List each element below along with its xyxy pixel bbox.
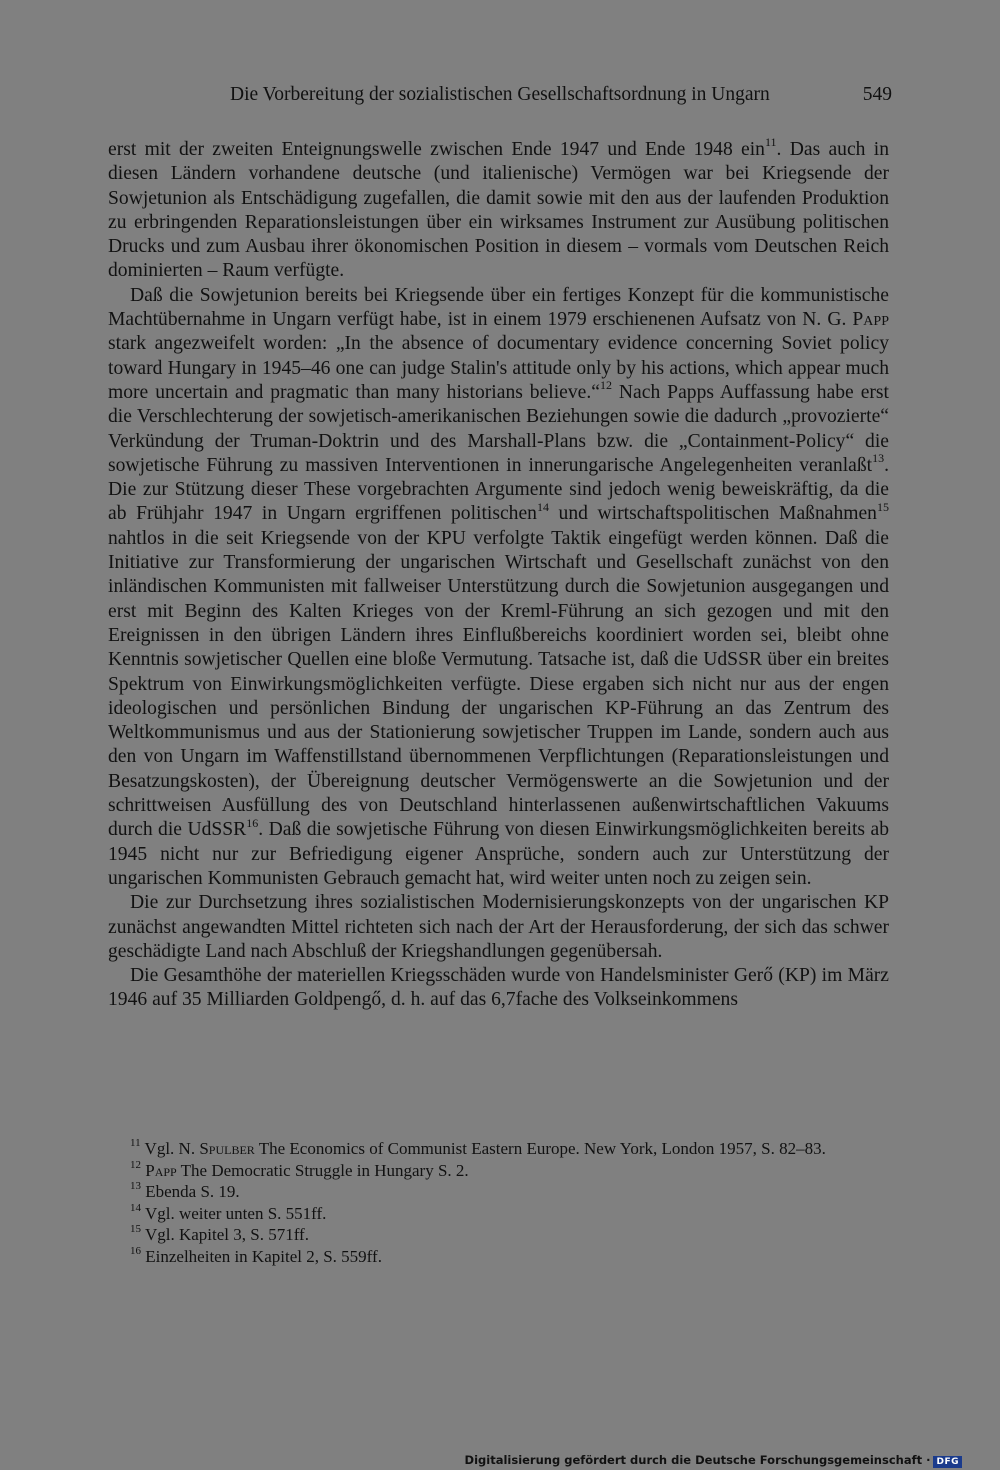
text-run: Die zur Durchsetzung ihres sozialistischen Modernisierungskonzepts von der ungarischen KP zunächst angewandten Mittel richteten sich nach der Art der Herausforderung, der sich das schwer geschädigte Land nach Abschluß der Kriegshandlungen gegenübersah. (108, 892, 889, 962)
footnote-ref: 14 (536, 499, 549, 514)
running-header (108, 84, 892, 114)
dfg-logo: DFG (933, 1456, 962, 1468)
text-run: stark angezweifelt worden: „In the absence of documentary evidence concerning Soviet policy toward Hungary in 1945–46 one can judge Stalin's attitude only by his actions, which appear much more uncertain and pragmatic than many historians believe.“ (108, 333, 889, 403)
paragraph (108, 284, 889, 891)
text-run: . Daß die sowjetische Führung von diesen Einwirkungsmöglichkeiten bereits ab 1945 nicht nur zur Befriedigung eigener Ansprüche, sondern auch zur Unterstützung der ungarischen Kommunisten Gebrauch gemacht hat, wird weiter unten noch zu zeigen sein. (108, 819, 889, 889)
footnote-number: 13 (130, 1180, 141, 1193)
footnote-number: 16 (130, 1244, 141, 1257)
text-run: The Democratic Struggle in Hungary S. 2. (176, 1160, 469, 1180)
text-run: Einzelheiten in Kapitel 2, S. 559ff. (145, 1246, 382, 1266)
text-run: Vgl. N. (144, 1139, 200, 1158)
footnote-ref: 13 (872, 451, 885, 466)
footnotes (108, 1138, 889, 1267)
author-name: Papp (145, 1160, 177, 1180)
footnote (108, 1203, 889, 1225)
footnote-number: 12 (130, 1158, 141, 1171)
paragraph (108, 964, 889, 1013)
footnote (108, 1246, 889, 1268)
body-text (108, 135, 889, 1013)
footnote (108, 1160, 889, 1182)
page-number: 549 (862, 84, 892, 105)
credit-text: Digitalisierung gefördert durch die Deutsche Forschungsgemeinschaft · (464, 1453, 931, 1467)
footnote (108, 1224, 889, 1246)
footnote (108, 1138, 889, 1160)
footnote-ref: 11 (764, 135, 777, 150)
running-title: Die Vorbereitung der sozialistischen Gesellschaftsordnung in Ungarn (230, 84, 770, 105)
author-name: Papp (852, 309, 889, 331)
text-run: . Das auch in diesen Ländern vorhandene deutsche (und italienische) Vermögen war bei Kriegsende der Sowjetunion als Entschädigung zugefallen, die damit sowie mit den aus der laufenden Produktion zu erbringenden Reparationsleistungen über ein wirksames Instrument zur Ausübung politischen Drucks und zum Ausbau ihrer ökonomischen Position in diesem – vormals vom Deutschen Reich dominierten – Raum verfügte. (108, 139, 889, 282)
footnote (108, 1181, 889, 1203)
footnote-number: 15 (130, 1223, 141, 1236)
text-run: und wirtschaftspolitischen Maßnahmen (548, 503, 877, 525)
paragraph (108, 891, 889, 964)
author-name: Spulber (199, 1139, 255, 1158)
text-run: Vgl. weiter unten S. 551ff. (144, 1203, 327, 1223)
text-run: The Economics of Communist Eastern Europe. New York, London 1957, S. 82–83. (254, 1139, 826, 1158)
text-run: Vgl. Kapitel 3, S. 571ff. (144, 1225, 309, 1244)
text-run: . Die zur Stützung dieser These vorgebrachten Argumente sind jedoch wenig beweiskräftig, da die ab Frühjahr 1947 in Ungarn ergriffenen politischen (108, 454, 889, 525)
text-run: Nach Papps Auffassung habe erst die Verschlechterung der sowjetisch-amerikanischen Beziehungen sowie die dadurch „provozierte“ Verkündung der Truman-Doktrin und des Marshall-Plans bzw. die „Containment-Policy“ die sowjetische Führung zu massiven Interventionen in innerungarische Angelegenheiten veranlaßt (108, 381, 889, 476)
text-run: Daß die Sowjetunion bereits bei Kriegsende über ein fertiges Konzept für die kommunistische Machtübernahme in Ungarn verfügt habe, ist in einem 1979 erschienenen Aufsatz von N. G. (108, 284, 889, 331)
paragraph (108, 135, 889, 284)
digitization-credit (465, 1453, 962, 1468)
footnote-number: 14 (130, 1201, 141, 1214)
footnote-ref: 16 (246, 815, 259, 830)
text-run: Die Gesamthöhe der materiellen Kriegsschäden wurde von Handelsminister Gerő (KP) im März 1946 auf 35 Milliarden Goldpengő, d. h. auf das 6,7fache des Volkseinkommens (108, 965, 889, 1011)
text-run: nahtlos in die seit Kriegsende von der KPU verfolgte Taktik eingefügt werden können. Daß die Initiative zur Transformierung der ungarischen Wirtschaft und Gesellschaft zunächst von den inländischen Kommunisten mit fallweiser Unterstützung durch die Sowjetunion ausgegangen und erst mit Beginn des Kalten Krieges von der Kreml-Führung an sich gezogen und mit den Ereignissen in den übrigen Ländern ihres Einflußbereichs koordiniert worden sei, bleibt ohne Kenntnis sowjetischer Quellen eine bloße Vermutung. Tatsache ist, daß die UdSSR über ein breites Spektrum von Einwirkungsmöglichkeiten verfügte. Diese ergaben sich nicht nur aus der engen ideologischen und persönlichen Bindung der ungarischen KP-Führung an das Zentrum des Weltkommunismus und aus der Stationierung sowjetischer Truppen im Lande, sondern auch aus den von Ungarn im Waffenstillstand übernommenen Verpflichtungen (Reparationsleistungen und Besatzungskosten), der Übereignung deutscher Vermögenswerte an die Sowjetunion und der schrittweisen Ausfüllung des von Deutschland hinterlassenen außenwirtschaftlichen Vakuums durch die UdSSR (108, 527, 889, 841)
footnote-ref: 15 (876, 499, 889, 514)
footnote-ref: 12 (599, 378, 612, 393)
text-run: erst mit der zweiten Enteignungswelle zwischen Ende 1947 und Ende 1948 ein (108, 139, 765, 160)
footnote-number: 11 (130, 1137, 141, 1150)
text-run: Ebenda S. 19. (145, 1182, 240, 1201)
